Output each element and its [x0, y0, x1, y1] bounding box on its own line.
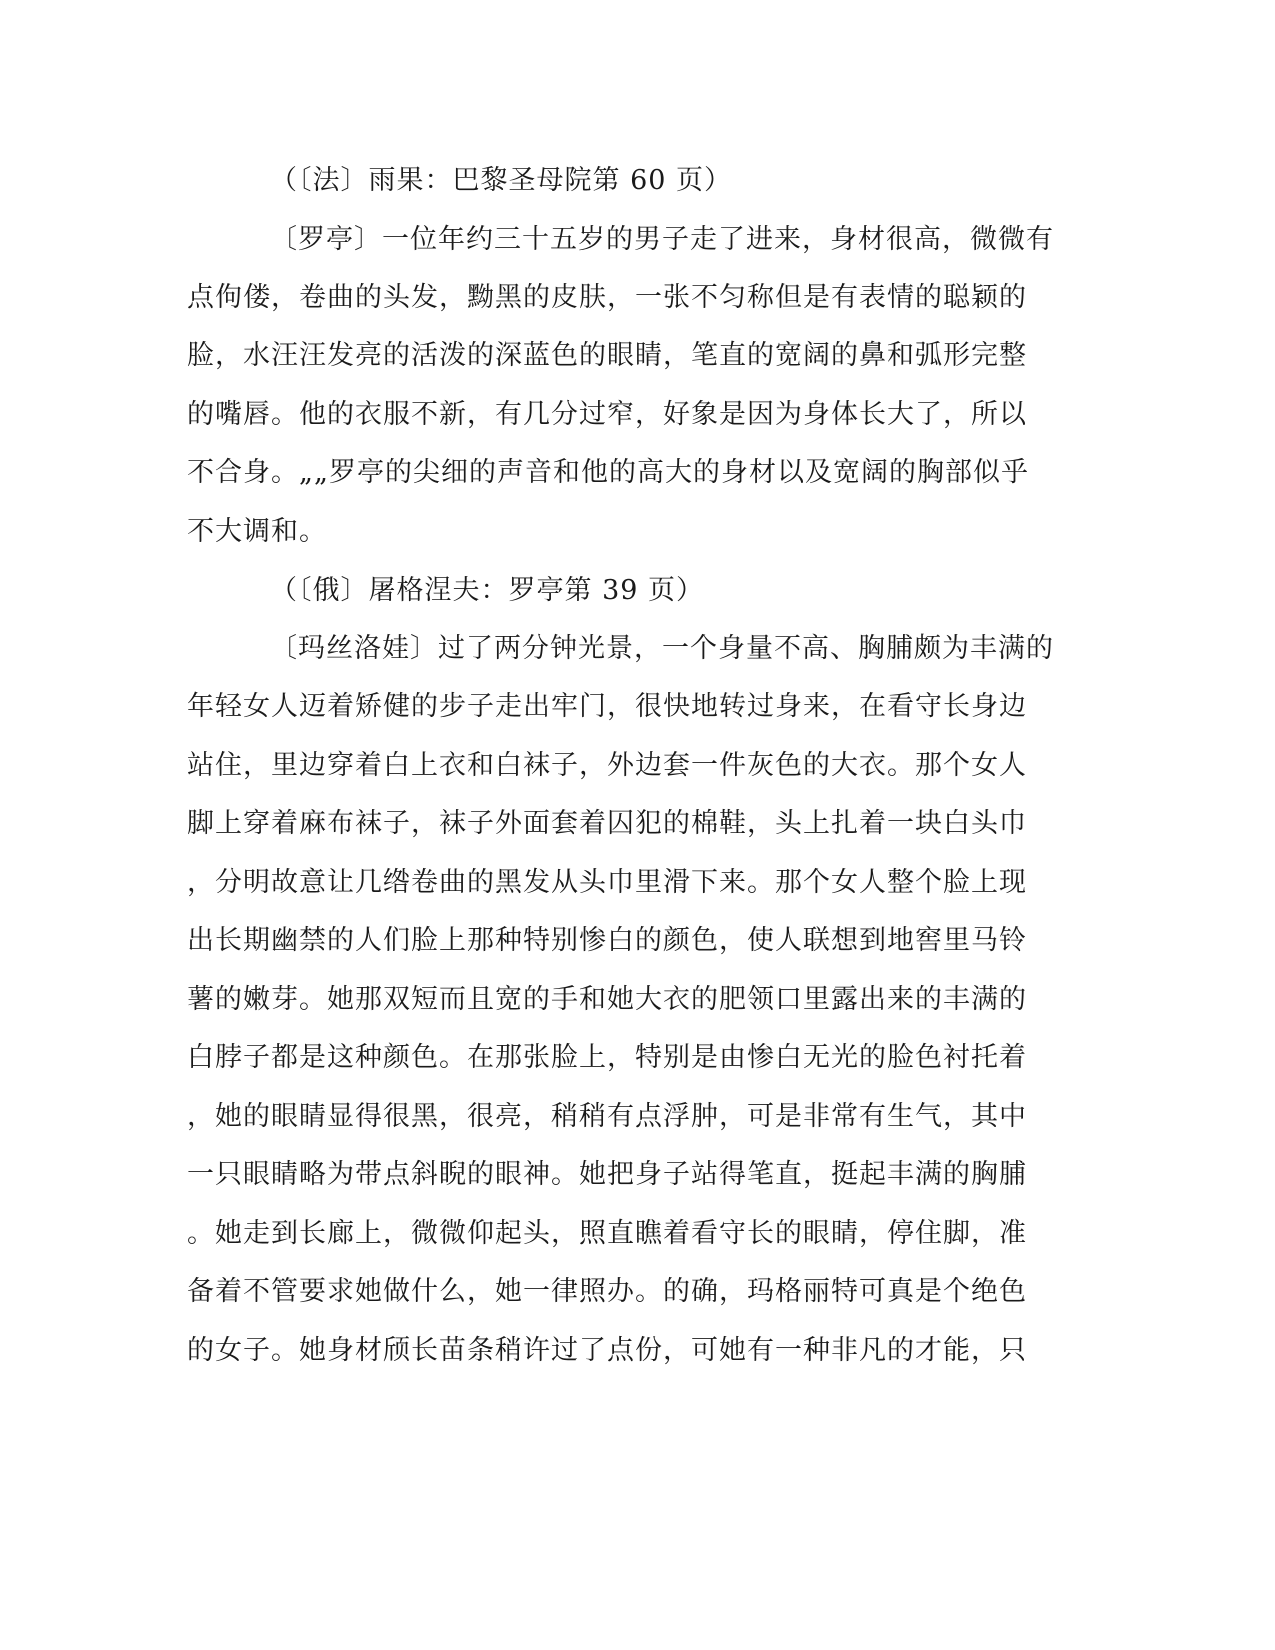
paragraph-line: 一只眼睛略为带点斜睨的眼神。她把身子站得笔直，挺起丰满的胸脯 [187, 1159, 1027, 1190]
citation-line: （〔法〕雨果：巴黎圣母院第 60 页） [270, 165, 733, 196]
paragraph-line: ，分明故意让几绺卷曲的黑发从头巾里滑下来。那个女人整个脸上现 [187, 867, 1027, 898]
paragraph-line: 点佝偻，卷曲的头发，黝黑的皮肤，一张不匀称但是有表情的聪颖的 [187, 282, 1027, 313]
paragraph-line: 备着不管要求她做什么，她一律照办。的确，玛格丽特可真是个绝色 [187, 1276, 1027, 1307]
paragraph-line: 出长期幽禁的人们脸上那种特别惨白的颜色，使人联想到地窖里马铃 [187, 925, 1027, 956]
paragraph-line: 〔玛丝洛娃〕过了两分钟光景，一个身量不高、胸脯颇为丰满的 [270, 633, 1054, 664]
citation-line: （〔俄〕屠格涅夫：罗亭第 39 页） [270, 575, 705, 606]
paragraph-line: 的嘴唇。他的衣服不新，有几分过窄，好象是因为身体长大了，所以 [187, 399, 1027, 430]
paragraph-line: 。她走到长廊上，微微仰起头，照直瞧着看守长的眼睛，停住脚，准 [187, 1218, 1027, 1249]
paragraph-line: 的女子。她身材颀长苗条稍许过了点份，可她有一种非凡的才能，只 [187, 1335, 1027, 1366]
paragraph-line: 白脖子都是这种颜色。在那张脸上，特别是由惨白无光的脸色衬托着 [187, 1042, 1027, 1073]
paragraph-line: 脸，水汪汪发亮的活泼的深蓝色的眼睛，笔直的宽阔的鼻和弧形完整 [187, 340, 1027, 371]
paragraph-line: 薯的嫩芽。她那双短而且宽的手和她大衣的肥领口里露出来的丰满的 [187, 984, 1027, 1015]
paragraph-line: 〔罗亭〕一位年约三十五岁的男子走了进来，身材很高，微微有 [270, 224, 1054, 255]
paragraph-line: 年轻女人迈着矫健的步子走出牢门，很快地转过身来，在看守长身边 [187, 691, 1027, 722]
paragraph-line: 站住，里边穿着白上衣和白袜子，外边套一件灰色的大衣。那个女人 [187, 750, 1027, 781]
paragraph-line: 不大调和。 [187, 516, 327, 547]
paragraph-line: ，她的眼睛显得很黑，很亮，稍稍有点浮肿，可是非常有生气，其中 [187, 1101, 1027, 1132]
paragraph-line: 不合身。„„罗亭的尖细的声音和他的高大的身材以及宽阔的胸部似乎 [187, 457, 1029, 488]
paragraph-line: 脚上穿着麻布袜子，袜子外面套着囚犯的棉鞋，头上扎着一块白头巾 [187, 808, 1027, 839]
